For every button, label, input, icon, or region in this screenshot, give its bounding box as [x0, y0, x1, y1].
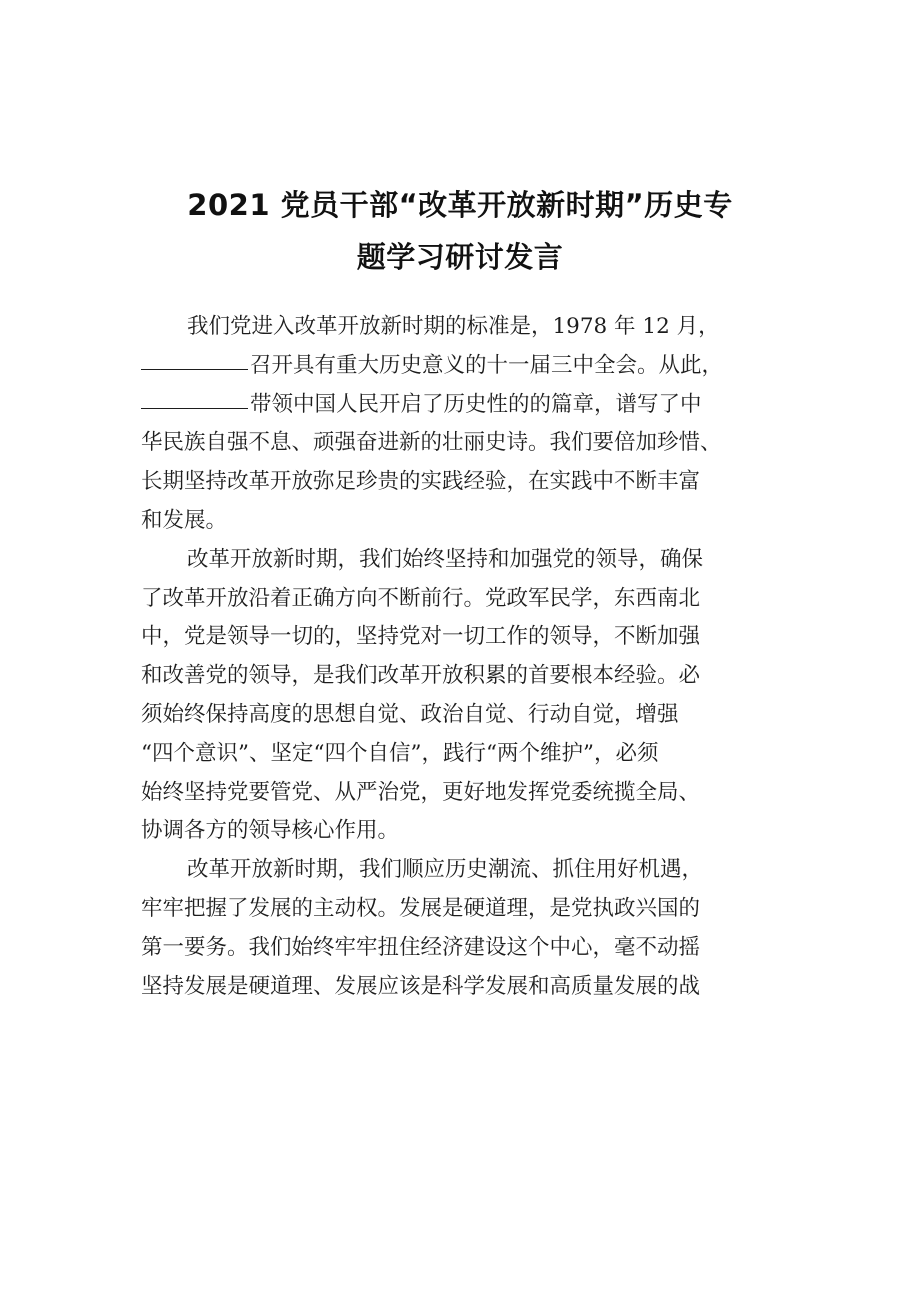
paragraph-line: 了改革开放沿着正确方向不断前行。党政军民学，东西南北	[141, 585, 701, 611]
paragraph-line: 和发展。	[141, 507, 228, 533]
paragraph-line: 须始终保持高度的思想自觉、政治自觉、行动自觉，增强	[141, 701, 679, 727]
paragraph-line: 牢牢把握了发展的主动权。发展是硬道理，是党执政兴国的	[141, 895, 701, 921]
paragraph-line: 第一要务。我们始终牢牢扭住经济建设这个中心，毫不动摇	[141, 934, 701, 960]
paragraph-line: 坚持发展是硬道理、发展应该是科学发展和高质量发展的战	[141, 973, 701, 999]
paragraph-line: 始终坚持党要管党、从严治党，更好地发挥党委统揽全局、	[141, 779, 701, 805]
paragraph-line: 我们党进入改革开放新时期的标准是，1978 年 12 月，	[187, 314, 720, 339]
paragraph-line: 和改善党的领导，是我们改革开放积累的首要根本经验。必	[141, 663, 701, 689]
title-line-1: 2021 党员干部“改革开放新时期”历史专	[187, 188, 733, 223]
paragraph-2	[141, 541, 781, 851]
paragraph-line: 改革开放新时期，我们顺应历史潮流、抓住用好机遇，	[187, 857, 704, 883]
fill-in-blank	[141, 349, 248, 370]
paragraph-line: 改革开放新时期，我们始终坚持和加强党的领导，确保	[187, 546, 704, 572]
paragraph-line-with-blank	[141, 386, 781, 425]
paragraph-3	[141, 851, 781, 1006]
document-title	[120, 179, 800, 283]
paragraph-line: 长期坚持改革开放弥足珍贵的实践经验，在实践中不断丰富	[141, 469, 701, 495]
paragraph-line-text: 带领中国人民开启了历史性的的篇章，谱写了中	[250, 391, 702, 417]
paragraph-line-with-blank	[141, 347, 781, 386]
document-body	[141, 308, 781, 1006]
paragraph-1	[141, 308, 781, 541]
paragraph-line: 华民族自强不息、顽强奋进新的壮丽史诗。我们要倍加珍惜、	[141, 430, 722, 456]
fill-in-blank	[141, 388, 248, 409]
paragraph-line: “四个意识”、坚定“四个自信”，践行“两个维护”，必须	[141, 740, 659, 766]
paragraph-line: 中，党是领导一切的，坚持党对一切工作的领导，不断加强	[141, 624, 701, 650]
paragraph-line: 协调各方的领导核心作用。	[141, 818, 400, 844]
title-line-2: 题学习研讨发言	[356, 240, 564, 275]
paragraph-line-text: 召开具有重大历史意义的十一届三中全会。从此，	[250, 352, 724, 378]
